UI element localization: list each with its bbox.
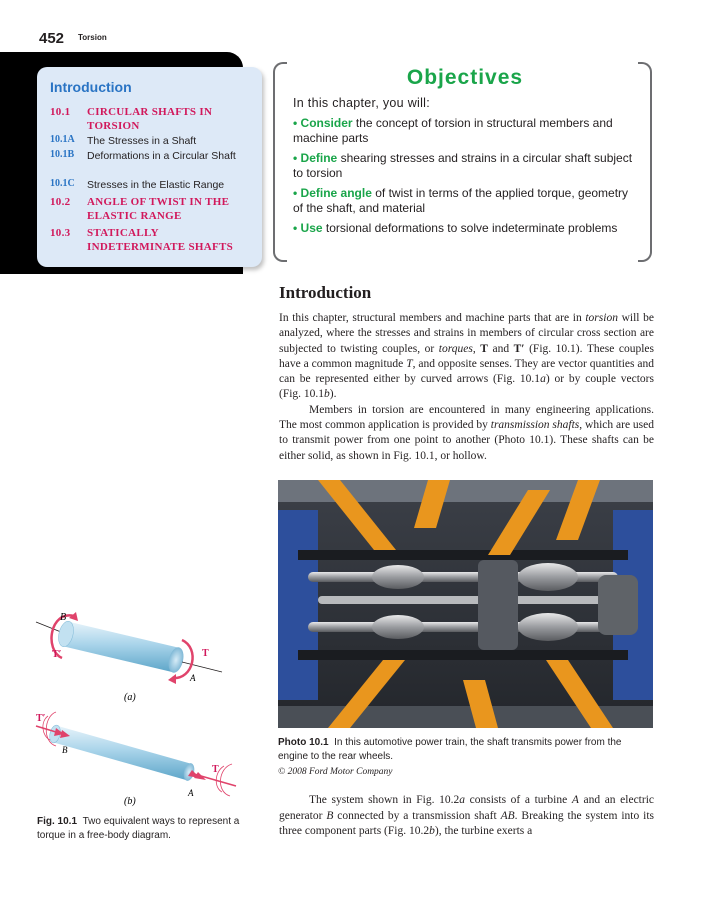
- label-b-a: B: [60, 612, 67, 623]
- objective-text: shearing stresses and strains in a circular shaft subject to torsion: [293, 151, 633, 180]
- paragraph-1: In this chapter, structural members and machine parts that are in torsion will be analyzed, where the stresses and strains in members of circular cross section are subjected to twisting couples, or torques, T and T′ (Fig. 10.1). These couples have a common magnitude T, and opposite senses. They are vector quantities and can be represented either by curved arrows (Fig. 10.1a) or by couple vectors (Fig. 10.1b).: [279, 312, 655, 401]
- toc-entry-text: ANGLE OF TWIST IN THE ELASTIC RANGE: [87, 196, 230, 222]
- objective-item: [293, 151, 638, 181]
- label-tprime-a: T′: [52, 649, 62, 660]
- page-number: 452: [39, 30, 65, 47]
- toc-entry-number: 10.1A: [50, 134, 75, 145]
- paragraph-2: Members in torsion are encountered in many engineering applications. The most common application is provided by transmission shafts, which are used to transmit power from one point to another (Photo 10.1). These shafts can be either solid, as shown in Fig. 10.1, or hollow.: [279, 403, 655, 462]
- label-t-a: T: [202, 648, 209, 659]
- toc-title[interactable]: Introduction: [50, 79, 132, 95]
- toc-entry-number: 10.3: [50, 227, 71, 239]
- objective-text: torsional deformations to solve indeterminate problems: [325, 221, 618, 235]
- objective-item: [293, 221, 638, 236]
- toc-entry-number: 10.1B: [50, 149, 75, 160]
- objective-text: the concept of torsion in structural members and machine parts: [293, 116, 613, 145]
- figure-caption-text: Two equivalent ways to represent a torque in a free-body diagram.: [37, 816, 240, 841]
- label-subfig-a: (a): [124, 692, 136, 703]
- objective-keyword: Define angle: [300, 186, 372, 200]
- running-title: Torsion: [78, 33, 107, 42]
- photo-label: Photo 10.1: [278, 737, 329, 748]
- objective-item: [293, 116, 638, 146]
- photo-caption-text: In this automotive power train, the shaft transmits power from the engine to the rear wheels.: [278, 737, 622, 762]
- toc-entry-text: STATICALLY INDETERMINATE SHAFTS: [87, 227, 234, 253]
- objective-keyword: Define: [300, 151, 338, 165]
- body-text: [279, 311, 654, 464]
- bullet-icon: •: [293, 186, 298, 200]
- label-tprime-b: T′: [36, 713, 46, 724]
- objectives-bracket-right: [638, 62, 652, 262]
- label-a-b: A: [188, 788, 194, 798]
- power-train-photo: [278, 480, 653, 728]
- toc-entry-number: 10.2: [50, 196, 71, 208]
- label-t-b: T: [212, 764, 219, 775]
- toc-entry-number: 10.1C: [50, 178, 75, 189]
- bullet-icon: •: [293, 116, 298, 130]
- objective-keyword: Consider: [300, 116, 353, 130]
- figure-10-1: [32, 608, 268, 808]
- objectives-intro: In this chapter, you will:: [293, 96, 431, 110]
- objectives-title: Objectives: [406, 66, 524, 89]
- photo-caption: [278, 736, 653, 764]
- bullet-icon: •: [293, 221, 298, 235]
- shaft-diagram: [32, 608, 268, 808]
- objective-text: of twist in terms of the applied torque, geometry of the shaft, and material: [293, 186, 629, 215]
- objectives-bracket-left: [273, 62, 287, 262]
- bullet-icon: •: [293, 151, 298, 165]
- section-heading: Introduction: [279, 283, 372, 302]
- figure-caption: [37, 815, 269, 843]
- toc-entry-text: Stresses in the Elastic Range: [87, 179, 225, 191]
- label-subfig-b: (b): [124, 796, 136, 807]
- objective-keyword: Use: [300, 221, 323, 235]
- figure-label: Fig. 10.1: [37, 816, 78, 827]
- chapter-contents-box: [37, 67, 262, 267]
- toc-entry-number: 10.1: [50, 106, 71, 118]
- toc-entry-text: Deformations in a Circular Shaft: [87, 150, 236, 162]
- objective-item: [293, 186, 638, 216]
- photo-credit: © 2008 Ford Motor Company: [278, 767, 393, 777]
- toc-entry-text: The Stresses in a Shaft: [87, 135, 197, 147]
- power-train-photo-illustration: [278, 480, 653, 728]
- toc-entry-text: CIRCULAR SHAFTS IN TORSION: [87, 106, 213, 132]
- paragraph-3: The system shown in Fig. 10.2a consists of a turbine A and an electric generator B connected by a transmission shaft AB. Breaking the system into its three component parts (Fig. 10.2b), the turbine exerts a: [279, 794, 655, 837]
- label-b-b: B: [62, 745, 68, 755]
- label-a-a: A: [190, 673, 196, 683]
